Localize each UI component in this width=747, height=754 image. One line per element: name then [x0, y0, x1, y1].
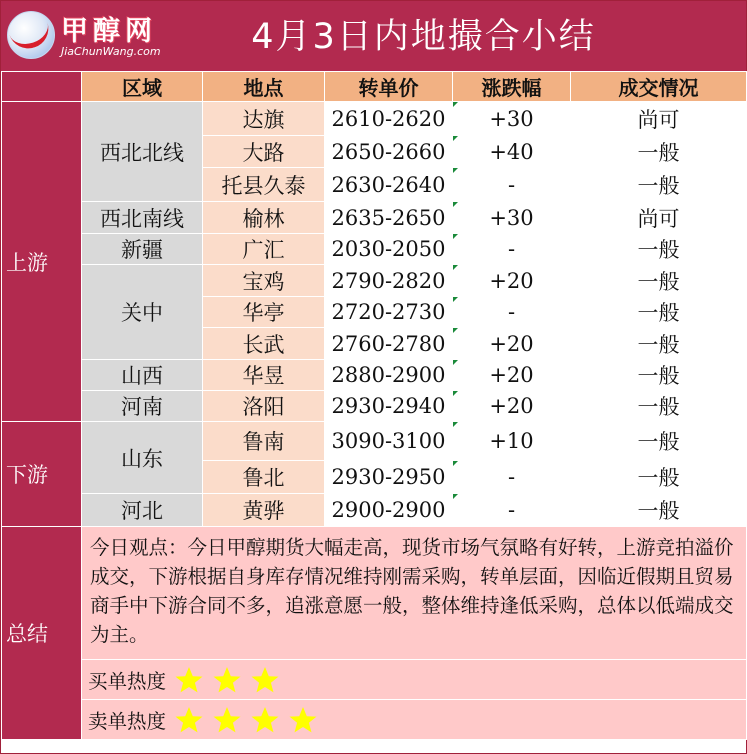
change-value: +20 — [489, 363, 534, 387]
change-cell — [453, 265, 571, 297]
region-cell: 新疆 — [82, 234, 203, 265]
column-header-change: 涨跌幅 — [453, 72, 571, 102]
star-icon — [174, 706, 204, 734]
deal-cell: 一般 — [571, 168, 747, 202]
table-row — [2, 422, 747, 461]
deal-cell: 一般 — [571, 422, 747, 461]
column-header-location: 地点 — [203, 72, 325, 102]
deal-cell: 一般 — [571, 297, 747, 328]
region-cell: 山东 — [82, 422, 203, 494]
star-icon — [250, 706, 280, 734]
price-cell: 2720-2730 — [325, 297, 453, 328]
change-cell — [453, 494, 571, 527]
change-value: +10 — [489, 429, 534, 453]
table-row — [2, 391, 747, 422]
buy-heat — [82, 660, 747, 700]
logo-brand: 甲醇网 — [61, 16, 157, 47]
change-value: +20 — [489, 331, 534, 356]
change-cell — [453, 102, 571, 136]
location-cell: 广汇 — [203, 234, 325, 265]
price-cell: 2030-2050 — [325, 234, 453, 265]
section-label: 下游 — [2, 422, 82, 527]
location-cell: 华亭 — [203, 297, 325, 328]
region-cell: 西北北线 — [82, 102, 203, 202]
cell-marker-icon — [453, 422, 458, 427]
deal-cell: 一般 — [571, 265, 747, 297]
price-cell: 2760-2780 — [325, 328, 453, 360]
page-title: 4月3日内地撮合小结 — [251, 17, 596, 57]
deal-cell: 一般 — [571, 136, 747, 168]
column-header-region: 区域 — [82, 72, 203, 102]
cell-marker-icon — [453, 494, 458, 499]
location-cell: 托县久泰 — [203, 168, 325, 202]
price-cell: 2790-2820 — [325, 265, 453, 297]
location-cell: 长武 — [203, 328, 325, 360]
price-cell: 2610-2620 — [325, 102, 453, 136]
star-icon — [288, 706, 318, 734]
table-row — [2, 360, 747, 391]
location-cell: 鲁南 — [203, 422, 325, 461]
price-cell: 2650-2660 — [325, 136, 453, 168]
region-cell: 关中 — [82, 265, 203, 360]
change-value: - — [507, 465, 516, 489]
price-table — [1, 71, 747, 740]
change-value: - — [507, 172, 516, 197]
change-value: - — [507, 498, 516, 522]
change-value: - — [507, 300, 516, 324]
table-row — [2, 494, 747, 527]
buy-heat-label: 买单热度 — [88, 669, 167, 693]
change-value: +30 — [489, 106, 534, 131]
location-cell: 达旗 — [203, 102, 325, 136]
site-logo[interactable] — [5, 5, 165, 65]
star-icon — [250, 666, 280, 694]
location-cell: 宝鸡 — [203, 265, 325, 297]
summary-label: 总结 — [2, 527, 82, 740]
cell-marker-icon — [453, 202, 458, 207]
table-row — [2, 234, 747, 265]
location-cell: 华昱 — [203, 360, 325, 391]
location-cell: 榆林 — [203, 202, 325, 234]
change-cell — [453, 422, 571, 461]
region-cell: 西北南线 — [82, 202, 203, 234]
change-cell — [453, 136, 571, 168]
price-cell: 2880-2900 — [325, 360, 453, 391]
price-cell: 2930-2950 — [325, 461, 453, 494]
price-cell: 2930-2940 — [325, 391, 453, 422]
change-cell — [453, 360, 571, 391]
deal-cell: 一般 — [571, 494, 747, 527]
cell-marker-icon — [453, 136, 458, 141]
cell-marker-icon — [453, 328, 458, 333]
change-cell — [453, 391, 571, 422]
region-cell: 河南 — [82, 391, 203, 422]
column-header-price: 转单价 — [325, 72, 453, 102]
change-value: +20 — [489, 268, 534, 293]
price-cell: 2630-2640 — [325, 168, 453, 202]
cell-marker-icon — [453, 168, 458, 173]
change-cell — [453, 328, 571, 360]
cell-marker-icon — [453, 391, 458, 396]
change-value: - — [507, 237, 516, 261]
price-cell: 3090-3100 — [325, 422, 453, 461]
deal-cell: 一般 — [571, 391, 747, 422]
report-header — [1, 1, 746, 73]
column-header-deal: 成交情况 — [571, 72, 747, 102]
table-header-row — [2, 72, 747, 102]
summary-row — [2, 527, 747, 660]
cell-marker-icon — [453, 297, 458, 302]
cell-marker-icon — [453, 234, 458, 239]
region-cell: 山西 — [82, 360, 203, 391]
deal-cell: 一般 — [571, 360, 747, 391]
change-cell — [453, 461, 571, 494]
star-icon — [212, 666, 242, 694]
region-cell: 河北 — [82, 494, 203, 527]
change-value: +40 — [489, 139, 534, 164]
change-cell — [453, 168, 571, 202]
cell-marker-icon — [453, 102, 458, 107]
location-cell: 黄骅 — [203, 494, 325, 527]
table-row — [2, 202, 747, 234]
star-icon — [212, 706, 242, 734]
star-icon — [174, 666, 204, 694]
price-cell: 2635-2650 — [325, 202, 453, 234]
cell-marker-icon — [453, 360, 458, 365]
cell-marker-icon — [453, 461, 458, 466]
sell-heat-label: 卖单热度 — [88, 709, 167, 733]
change-cell — [453, 297, 571, 328]
location-cell: 鲁北 — [203, 461, 325, 494]
sell-heat-row — [2, 700, 747, 740]
header-blank-cell — [2, 72, 82, 102]
sell-heat — [82, 700, 747, 740]
table-row — [2, 265, 747, 297]
deal-cell: 尚可 — [571, 202, 747, 234]
change-value: +20 — [489, 394, 534, 418]
table-row — [2, 102, 747, 136]
summary-text: 今日观点：今日甲醇期货大幅走高，现货市场气氛略有好转，上游竞拍溢价成交，下游根据自身库存情况维持刚需采购，转单层面，因临近假期且贸易商手中下游合同不多，追涨意愿一般，整体维持逢低采购，总体以低端成交为主。 — [82, 527, 747, 660]
change-cell — [453, 202, 571, 234]
deal-cell: 一般 — [571, 234, 747, 265]
deal-cell: 尚可 — [571, 102, 747, 136]
buy-heat-row — [2, 660, 747, 700]
cell-marker-icon — [453, 265, 458, 270]
price-cell: 2900-2900 — [325, 494, 453, 527]
location-cell: 大路 — [203, 136, 325, 168]
deal-cell: 一般 — [571, 328, 747, 360]
change-value: +30 — [489, 205, 534, 230]
deal-cell: 一般 — [571, 461, 747, 494]
location-cell: 洛阳 — [203, 391, 325, 422]
logo-site: JiaChunWang.com — [61, 45, 161, 58]
section-label: 上游 — [2, 102, 82, 422]
change-cell — [453, 234, 571, 265]
table-body — [2, 102, 747, 740]
